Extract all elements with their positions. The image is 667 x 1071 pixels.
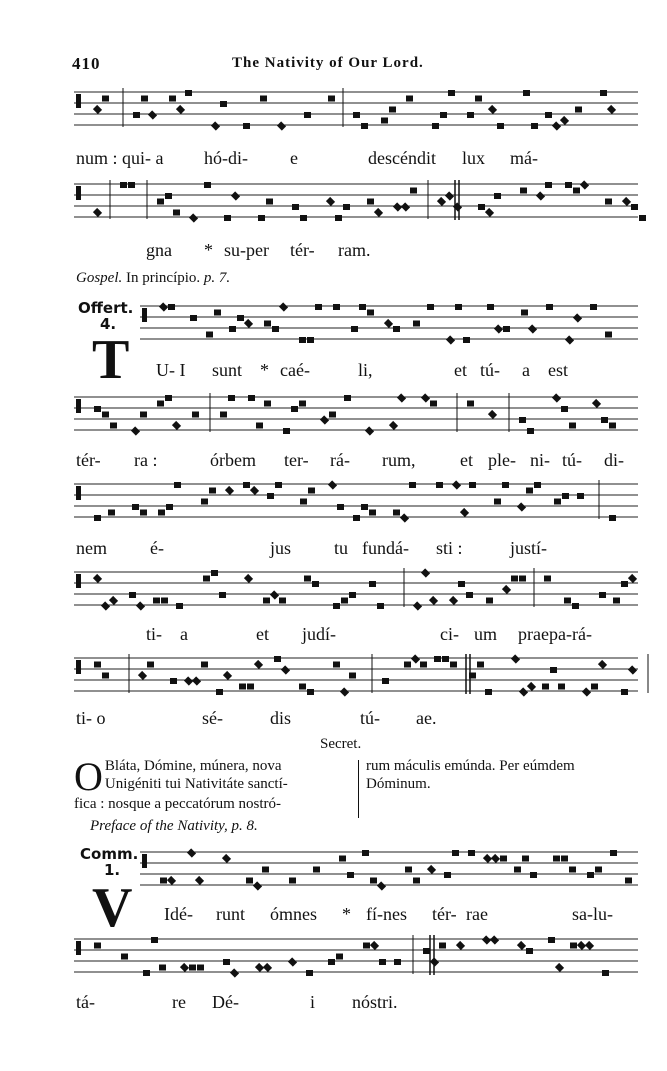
- lyric-line: [0, 708, 667, 734]
- gospel-label: Gospel.: [76, 270, 123, 286]
- syllable: ram.: [338, 240, 371, 260]
- syllable: praepa-rá-: [518, 624, 592, 644]
- syllable: caé-: [280, 360, 310, 380]
- offertory-title: Offert.: [78, 299, 134, 317]
- syllable: Idé-: [164, 904, 193, 924]
- lyric-line: [0, 904, 667, 930]
- gospel-rubric: [76, 270, 230, 287]
- syllable: tu: [334, 538, 349, 558]
- syllable: gna: [146, 240, 172, 260]
- syllable: rae: [466, 904, 488, 924]
- secret-initial: O: [74, 754, 103, 799]
- syllable: tér-: [432, 904, 457, 924]
- syllable: tú-: [562, 450, 582, 470]
- running-title: The Nativity of Our Lord.: [232, 55, 424, 71]
- syllable: tú-: [480, 360, 500, 380]
- lyric-line: [0, 148, 667, 174]
- offertory-mode: 4.: [100, 315, 117, 333]
- syllable: um: [474, 624, 498, 644]
- chant-staff-7: [0, 654, 667, 698]
- syllable: et: [460, 450, 473, 470]
- offertory-initial: T: [92, 329, 130, 391]
- syllable: tá-: [76, 992, 95, 1012]
- syllable: ple-: [488, 450, 516, 470]
- syllable: ni-: [530, 450, 550, 470]
- syllable: su-per: [224, 240, 269, 260]
- syllable: *: [204, 240, 213, 260]
- chant-staff-1: [0, 88, 667, 132]
- syllable: justí-: [510, 538, 548, 558]
- syllable: jus: [270, 538, 292, 558]
- syllable: rá-: [330, 450, 350, 470]
- secret-line: Bláta, Dómine, múnera, nova: [104, 758, 282, 774]
- syllable: ti-: [146, 624, 162, 644]
- secret-line: Unigéniti tui Nativitáte sanctí-: [104, 776, 288, 792]
- syllable: num : qui- a: [76, 148, 164, 168]
- syllable: lux: [462, 148, 486, 168]
- secret-line: fica : nosque a peccatórum nostró-: [74, 796, 282, 812]
- syllable: i: [310, 992, 316, 1012]
- syllable: tér-: [290, 240, 315, 260]
- secret-title: Secret.: [320, 736, 362, 752]
- syllable: rum,: [382, 450, 416, 470]
- syllable: ae.: [416, 708, 437, 728]
- syllable: judí-: [302, 624, 336, 644]
- syllable: sa-lu-: [572, 904, 613, 924]
- syllable: *: [260, 360, 269, 380]
- preface-page-ref: p. 8.: [231, 818, 258, 834]
- lyric-line: [0, 624, 667, 650]
- preface-rubric: [90, 818, 258, 835]
- syllable: órbem: [210, 450, 256, 470]
- syllable: tú-: [360, 708, 380, 728]
- syllable: est: [548, 360, 568, 380]
- syllable: ter-: [284, 450, 309, 470]
- syllable: runt: [216, 904, 245, 924]
- page-number: 410: [72, 54, 101, 73]
- syllable: a: [180, 624, 188, 644]
- secret-left-column: [74, 754, 354, 813]
- syllable: fí-nes: [366, 904, 407, 924]
- syllable: tér-: [76, 450, 101, 470]
- syllable: fundá-: [362, 538, 409, 558]
- chant-staff-9: [0, 935, 667, 979]
- syllable: e: [290, 148, 298, 168]
- secret-right-column: [366, 757, 646, 793]
- preface-text: Preface of the Nativity,: [90, 818, 228, 834]
- syllable: descéndit: [368, 148, 436, 168]
- syllable: nem: [76, 538, 107, 558]
- column-divider: [358, 760, 359, 818]
- page-header: [0, 0, 667, 90]
- communion-title: Comm.: [80, 845, 139, 863]
- communion-initial: V: [92, 877, 133, 939]
- syllable: ci-: [440, 624, 459, 644]
- syllable: U- I: [156, 360, 186, 380]
- syllable: a: [522, 360, 530, 380]
- syllable: ti- o: [76, 708, 106, 728]
- syllable: et: [256, 624, 269, 644]
- chant-staff-5: [0, 480, 667, 524]
- gospel-text: In princípio.: [126, 270, 201, 286]
- communion-label: [80, 846, 138, 878]
- lyric-line: [0, 538, 667, 564]
- syllable: ra :: [134, 450, 158, 470]
- syllable: má-: [510, 148, 538, 168]
- lyric-line: [0, 360, 667, 386]
- syllable: di-: [604, 450, 624, 470]
- syllable: sti :: [436, 538, 463, 558]
- syllable: ómnes: [270, 904, 317, 924]
- syllable: sunt: [212, 360, 243, 380]
- syllable: li,: [358, 360, 373, 380]
- lyric-line: [0, 992, 667, 1018]
- syllable: et: [454, 360, 467, 380]
- syllable: sé-: [202, 708, 223, 728]
- syllable: *: [342, 904, 351, 924]
- chant-staff-4: [0, 393, 667, 437]
- syllable: dis: [270, 708, 292, 728]
- syllable: é-: [150, 538, 164, 558]
- syllable: hó-di-: [204, 148, 248, 168]
- secret-line: Dóminum.: [366, 776, 431, 792]
- lyric-line: [0, 240, 667, 266]
- communion-mode: 1.: [104, 861, 121, 879]
- secret-line: rum máculis emúnda. Per eúmdem: [366, 758, 575, 774]
- syllable: nóstri.: [352, 992, 398, 1012]
- gospel-page-ref: p. 7.: [203, 270, 231, 286]
- chant-staff-6: [0, 568, 667, 612]
- syllable: re: [172, 992, 186, 1012]
- chant-staff-2: [0, 180, 667, 224]
- syllable: Dé-: [212, 992, 239, 1012]
- offertory-label: [78, 300, 133, 332]
- lyric-line: [0, 450, 667, 476]
